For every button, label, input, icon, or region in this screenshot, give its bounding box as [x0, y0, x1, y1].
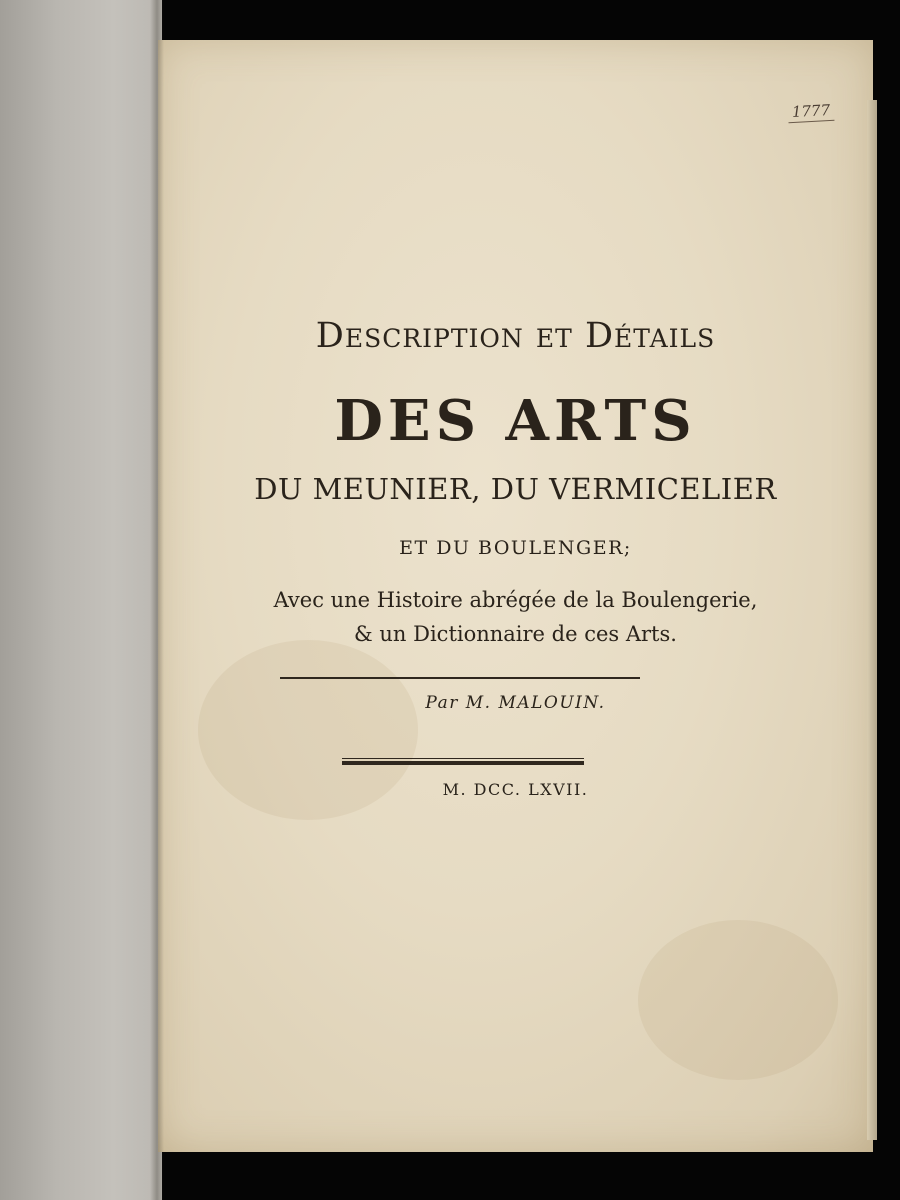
author-line: Par M. MALOUIN. — [425, 693, 606, 713]
gutter-shadow — [150, 0, 164, 1200]
paper-stain — [638, 920, 838, 1080]
publication-date: M. DCC. LXVII. — [442, 780, 589, 799]
title-line-4: ET DU BOULENGER; — [399, 537, 632, 559]
double-rule — [342, 758, 584, 765]
subtitle-line-2: & un Dictionnaire de ces Arts. — [354, 622, 677, 646]
subtitle-line-1: Avec une Histoire abrégée de la Boulengerie, — [273, 588, 758, 612]
title-line-1: Description et Détails — [315, 316, 716, 356]
title-page — [158, 40, 873, 1152]
title-line-2: DES ARTS — [334, 388, 697, 454]
flyleaf — [0, 0, 162, 1200]
page-edge — [867, 100, 877, 1140]
handwritten-annotation: 1777 — [788, 101, 835, 123]
title-line-3: DU MEUNIER, DU VERMICELIER — [254, 472, 777, 506]
divider-rule — [280, 677, 640, 679]
